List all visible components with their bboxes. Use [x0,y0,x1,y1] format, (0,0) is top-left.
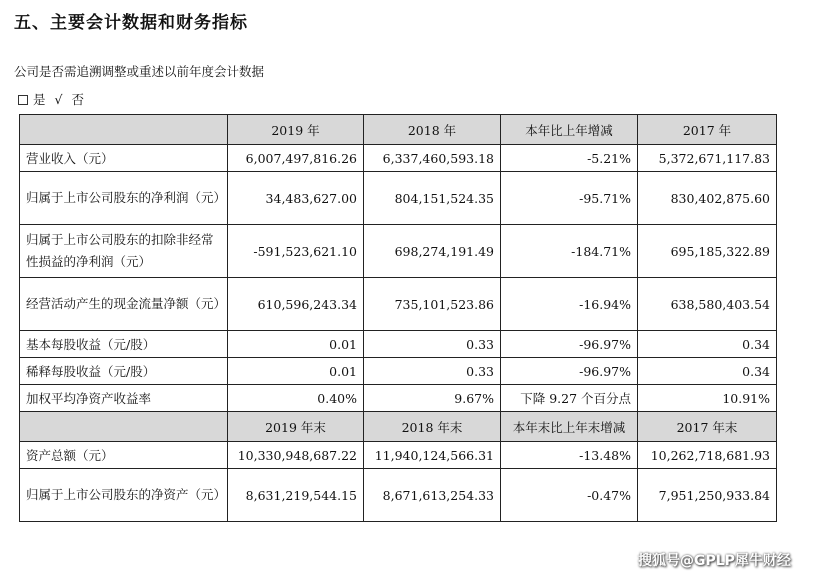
header-cell: 2019 年末 [228,412,364,442]
value-cell: -96.97% [501,358,638,385]
value-cell: 0.33 [364,358,501,385]
value-cell: -13.48% [501,442,638,469]
table-header-row [20,115,777,145]
value-cell: -16.94% [501,278,638,331]
restatement-choice [18,90,89,108]
row-label: 归属于上市公司股东的净资产（元） [20,469,228,522]
table-row [20,172,777,225]
checkbox-icon [18,95,28,105]
header-cell: 本年比上年增减 [501,115,638,145]
table-row [20,469,777,522]
header-blank-cell [20,115,228,145]
header-cell: 2018 年末 [364,412,501,442]
header-cell: 2017 年 [638,115,777,145]
value-cell: -96.97% [501,331,638,358]
row-label: 加权平均净资产收益率 [20,385,228,412]
value-cell: 610,596,243.34 [228,278,364,331]
table-row [20,385,777,412]
value-cell: 0.40% [228,385,364,412]
value-cell: 10.91% [638,385,777,412]
yes-label: 是 [33,92,46,107]
value-cell: -95.71% [501,172,638,225]
value-cell: 5,372,671,117.83 [638,145,777,172]
value-cell: 10,262,718,681.93 [638,442,777,469]
value-cell: -0.47% [501,469,638,522]
value-cell: 804,151,524.35 [364,172,501,225]
value-cell: 698,274,191.49 [364,225,501,278]
table-header-row [20,412,777,442]
header-cell: 2019 年 [228,115,364,145]
header-cell: 本年末比上年末增减 [501,412,638,442]
row-label: 营业收入（元） [20,145,228,172]
row-label: 经营活动产生的现金流量净额（元） [20,278,228,331]
value-cell: 0.34 [638,358,777,385]
value-cell: 695,185,322.89 [638,225,777,278]
value-cell: 8,631,219,544.15 [228,469,364,522]
value-cell: 6,337,460,593.18 [364,145,501,172]
section-title: 五、主要会计数据和财务指标 [14,13,248,33]
header-blank-cell [20,412,228,442]
financial-data-table [19,114,777,522]
value-cell: 34,483,627.00 [228,172,364,225]
value-cell: 0.01 [228,358,364,385]
table-row [20,225,777,278]
row-label: 资产总额（元） [20,442,228,469]
value-cell: 7,951,250,933.84 [638,469,777,522]
restatement-question: 公司是否需追溯调整或重述以前年度会计数据 [14,64,265,79]
value-cell: -591,523,621.10 [228,225,364,278]
value-cell: 830,402,875.60 [638,172,777,225]
row-label: 基本每股收益（元/股） [20,331,228,358]
table-row [20,145,777,172]
value-cell: 0.34 [638,331,777,358]
value-cell: 0.01 [228,331,364,358]
value-cell: 638,580,403.54 [638,278,777,331]
header-cell: 2017 年末 [638,412,777,442]
value-cell: 0.33 [364,331,501,358]
table-row [20,278,777,331]
value-cell: -5.21% [501,145,638,172]
header-cell: 2018 年 [364,115,501,145]
row-label: 归属于上市公司股东的净利润（元） [20,172,228,225]
row-label: 稀释每股收益（元/股） [20,358,228,385]
value-cell: 10,330,948,687.22 [228,442,364,469]
value-cell: 6,007,497,816.26 [228,145,364,172]
table-row [20,331,777,358]
value-cell: 9.67% [364,385,501,412]
row-label: 归属于上市公司股东的扣除非经常性损益的净利润（元） [20,225,228,278]
value-cell: 11,940,124,566.31 [364,442,501,469]
value-cell: 735,101,523.86 [364,278,501,331]
value-cell: 8,671,613,254.33 [364,469,501,522]
value-cell: 下降 9.27 个百分点 [501,385,638,412]
check-mark-icon: √ [54,92,63,107]
table-row [20,358,777,385]
value-cell: -184.71% [501,225,638,278]
no-label: 否 [71,92,84,107]
table-row [20,442,777,469]
watermark-text: 搜狐号@GPLP犀牛财经 [638,553,791,569]
